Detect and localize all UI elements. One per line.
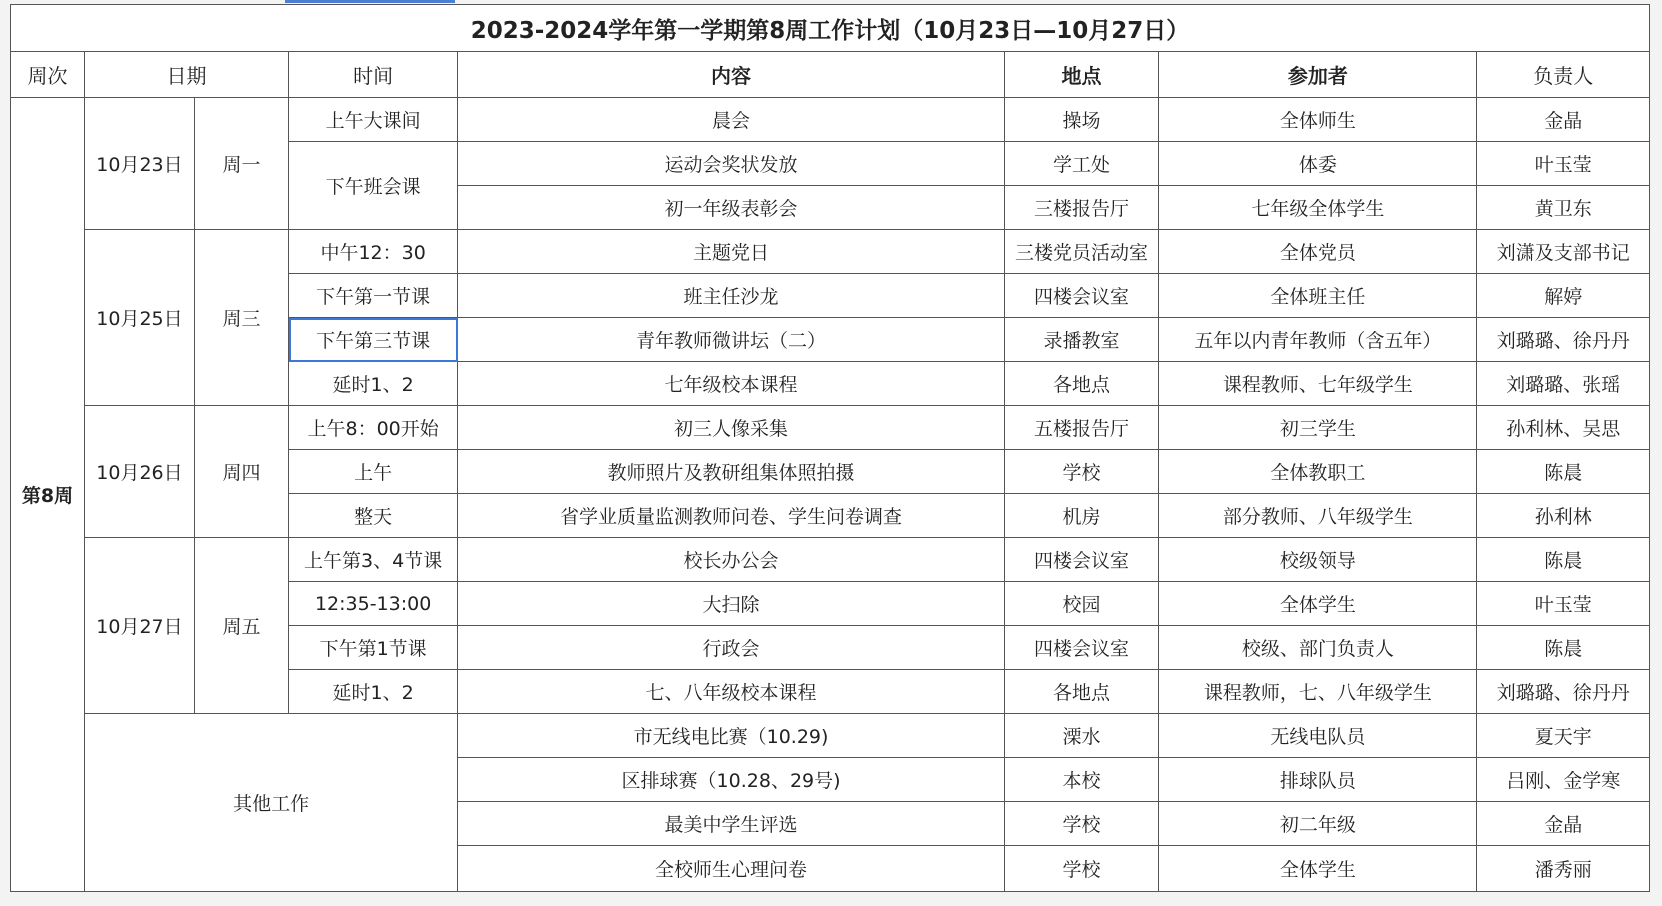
weekday-cell[interactable]: 周五 [194,538,288,714]
owner-cell[interactable]: 刘璐璐、徐丹丹 [1477,670,1650,714]
participants-cell[interactable]: 七年级全体学生 [1159,186,1477,230]
content-cell[interactable]: 运动会奖状发放 [458,142,1005,186]
content-cell[interactable]: 晨会 [458,98,1005,142]
place-cell[interactable]: 校园 [1004,582,1158,626]
header-content[interactable]: 内容 [458,52,1005,98]
place-cell[interactable]: 三楼报告厅 [1004,186,1158,230]
owner-cell[interactable]: 刘璐璐、徐丹丹 [1477,318,1650,362]
owner-cell[interactable]: 夏天宇 [1477,714,1650,758]
date-cell[interactable]: 10月26日 [85,406,195,538]
place-cell[interactable]: 学校 [1004,450,1158,494]
content-cell[interactable]: 省学业质量监测教师问卷、学生问卷调查 [458,494,1005,538]
participants-cell[interactable]: 全体学生 [1159,582,1477,626]
schedule-table [10,4,1650,892]
owner-cell[interactable]: 潘秀丽 [1477,846,1650,892]
participants-cell[interactable]: 全体教职工 [1159,450,1477,494]
owner-cell[interactable]: 黄卫东 [1477,186,1650,230]
participants-cell[interactable]: 全体班主任 [1159,274,1477,318]
time-cell[interactable]: 上午 [289,450,458,494]
place-cell[interactable]: 录播教室 [1004,318,1158,362]
participants-cell[interactable]: 全体学生 [1159,846,1477,892]
content-cell[interactable]: 七年级校本课程 [458,362,1005,406]
participants-cell[interactable]: 全体党员 [1159,230,1477,274]
participants-cell[interactable]: 课程教师，七、八年级学生 [1159,670,1477,714]
owner-cell[interactable]: 孙利林 [1477,494,1650,538]
content-cell[interactable]: 班主任沙龙 [458,274,1005,318]
owner-cell[interactable]: 刘璐璐、张瑶 [1477,362,1650,406]
place-cell[interactable]: 学校 [1004,846,1158,892]
content-cell[interactable]: 全校师生心理问卷 [458,846,1005,892]
participants-cell[interactable]: 校级、部门负责人 [1159,626,1477,670]
place-cell[interactable]: 各地点 [1004,362,1158,406]
participants-cell[interactable]: 校级领导 [1159,538,1477,582]
participants-cell[interactable]: 课程教师、七年级学生 [1159,362,1477,406]
time-cell[interactable]: 下午第1节课 [289,626,458,670]
owner-cell[interactable]: 刘潇及支部书记 [1477,230,1650,274]
place-cell[interactable]: 四楼会议室 [1004,538,1158,582]
date-cell[interactable]: 10月27日 [85,538,195,714]
owner-cell[interactable]: 叶玉莹 [1477,582,1650,626]
weekday-cell[interactable]: 周一 [194,98,288,230]
time-cell[interactable]: 中午12：30 [289,230,458,274]
participants-cell[interactable]: 初三学生 [1159,406,1477,450]
place-cell[interactable]: 本校 [1004,758,1158,802]
time-cell[interactable]: 上午8：00开始 [289,406,458,450]
selected-time-cell[interactable]: 下午第三节课 [289,318,458,362]
content-cell[interactable]: 初一年级表彰会 [458,186,1005,230]
header-participants[interactable]: 参加者 [1159,52,1477,98]
content-cell[interactable]: 区排球赛（10.28、29号) [458,758,1005,802]
owner-cell[interactable]: 解婷 [1477,274,1650,318]
time-cell[interactable]: 上午第3、4节课 [289,538,458,582]
place-cell[interactable]: 四楼会议室 [1004,274,1158,318]
header-date[interactable]: 日期 [85,52,289,98]
time-cell[interactable]: 12:35-13:00 [289,582,458,626]
weekday-cell[interactable]: 周四 [194,406,288,538]
time-cell[interactable]: 下午班会课 [289,142,458,230]
participants-cell[interactable]: 全体师生 [1159,98,1477,142]
content-cell[interactable]: 大扫除 [458,582,1005,626]
place-cell[interactable]: 机房 [1004,494,1158,538]
header-owner[interactable]: 负责人 [1477,52,1650,98]
place-cell[interactable]: 各地点 [1004,670,1158,714]
header-week[interactable]: 周次 [11,52,85,98]
place-cell[interactable]: 五楼报告厅 [1004,406,1158,450]
weekday-cell[interactable]: 周三 [194,230,288,406]
time-cell[interactable]: 下午第一节课 [289,274,458,318]
content-cell[interactable]: 初三人像采集 [458,406,1005,450]
other-work-cell[interactable]: 其他工作 [85,714,458,892]
place-cell[interactable]: 溧水 [1004,714,1158,758]
owner-cell[interactable]: 陈晨 [1477,538,1650,582]
place-cell[interactable]: 操场 [1004,98,1158,142]
header-time[interactable]: 时间 [289,52,458,98]
participants-cell[interactable]: 无线电队员 [1159,714,1477,758]
owner-cell[interactable]: 吕刚、金学寒 [1477,758,1650,802]
place-cell[interactable]: 四楼会议室 [1004,626,1158,670]
participants-cell[interactable]: 体委 [1159,142,1477,186]
owner-cell[interactable]: 金晶 [1477,98,1650,142]
owner-cell[interactable]: 孙利林、吴思 [1477,406,1650,450]
date-cell[interactable]: 10月25日 [85,230,195,406]
content-cell[interactable]: 最美中学生评选 [458,802,1005,846]
participants-cell[interactable]: 五年以内青年教师（含五年） [1159,318,1477,362]
content-cell[interactable]: 市无线电比赛（10.29) [458,714,1005,758]
content-cell[interactable]: 七、八年级校本课程 [458,670,1005,714]
participants-cell[interactable]: 初二年级 [1159,802,1477,846]
place-cell[interactable]: 学工处 [1004,142,1158,186]
owner-cell[interactable]: 金晶 [1477,802,1650,846]
participants-cell[interactable]: 排球队员 [1159,758,1477,802]
place-cell[interactable]: 学校 [1004,802,1158,846]
content-cell[interactable]: 教师照片及教研组集体照拍摄 [458,450,1005,494]
content-cell[interactable]: 青年教师微讲坛（二） [458,318,1005,362]
owner-cell[interactable]: 陈晨 [1477,626,1650,670]
owner-cell[interactable]: 陈晨 [1477,450,1650,494]
time-cell[interactable]: 上午大课间 [289,98,458,142]
content-cell[interactable]: 行政会 [458,626,1005,670]
time-cell[interactable]: 延时1、2 [289,362,458,406]
time-cell[interactable]: 整天 [289,494,458,538]
header-place[interactable]: 地点 [1004,52,1158,98]
date-cell[interactable]: 10月23日 [85,98,195,230]
content-cell[interactable]: 主题党日 [458,230,1005,274]
time-cell[interactable]: 延时1、2 [289,670,458,714]
page-title[interactable]: 2023-2024学年第一学期第8周工作计划（10月23日—10月27日） [11,5,1650,52]
selection-indicator [285,0,455,3]
owner-cell[interactable]: 叶玉莹 [1477,142,1650,186]
week-cell[interactable]: 第8周 [11,98,85,892]
place-cell[interactable]: 三楼党员活动室 [1004,230,1158,274]
participants-cell[interactable]: 部分教师、八年级学生 [1159,494,1477,538]
content-cell[interactable]: 校长办公会 [458,538,1005,582]
